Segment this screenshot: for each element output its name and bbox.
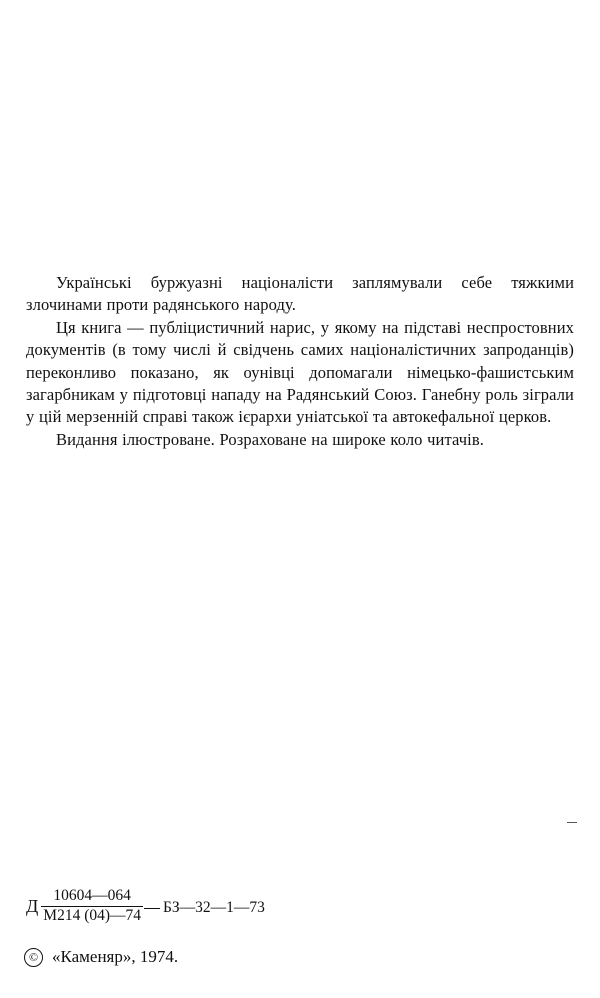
- abstract-paragraph-1: Українські буржуазні націоналісти заплямували себе тяжкими злочинами проти радянського народу.: [26, 273, 574, 315]
- abstract-paragraph-2: Ця книга — публіцистичний нарис, у якому на підставі неспростовних документів (в тому числі й свідчень самих націоналістичних запроданців) переконливо показано, як оунівці допомагали німецько-фашистським загарбникам у підготовці нападу на Радянський Союз. Ганебну роль зіграли у цій мерзенній справі також ієрархи уніатської та автокефальної церков.: [26, 317, 574, 427]
- copyright-line: [24, 947, 178, 967]
- publisher-name: «Каменяр», 1974.: [52, 947, 179, 966]
- page-edge-mark: [567, 822, 577, 823]
- copyright-icon: ©: [24, 948, 43, 967]
- imprint-numerator: 10604—064: [53, 887, 131, 904]
- imprint-code-line: [26, 888, 265, 924]
- abstract-paragraph-3: Видання ілюстроване. Розраховане на широке коло читачів.: [56, 429, 484, 449]
- imprint-dash: [144, 908, 160, 909]
- imprint-letter: Д: [26, 896, 39, 917]
- imprint-fraction: [41, 888, 143, 924]
- imprint-code: БЗ—32—1—73: [163, 899, 265, 917]
- imprint-denominator: М214 (04)—74: [43, 906, 142, 924]
- abstract-block: [26, 272, 574, 451]
